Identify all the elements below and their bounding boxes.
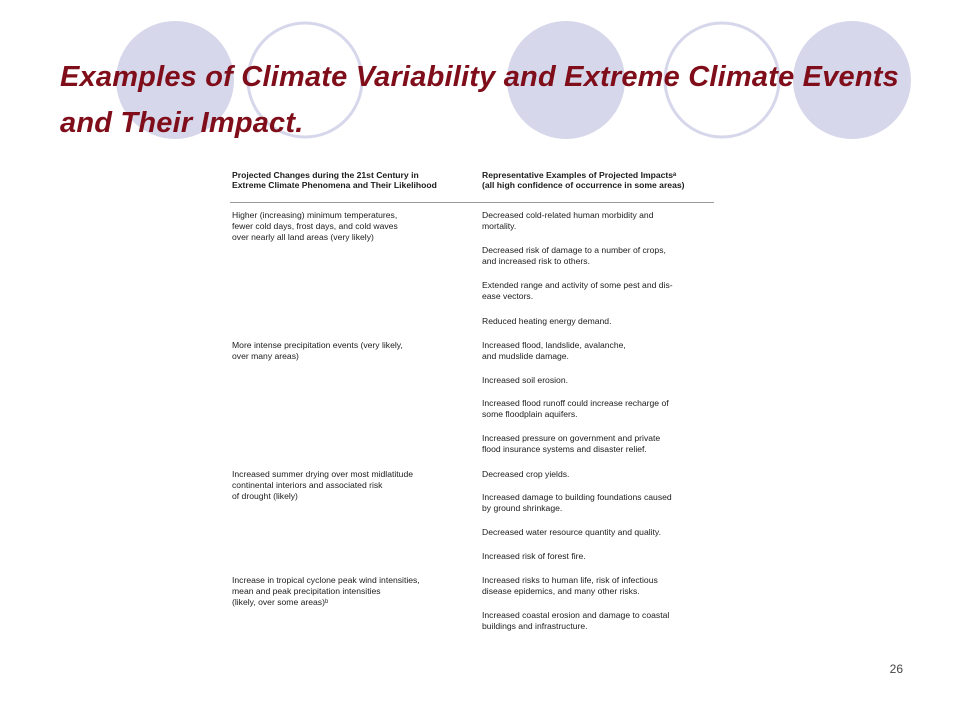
header-impacts: Representative Examples of Projected Impactsᵃ (all high confidence of occurrence in some areas) (482, 170, 685, 191)
slide-title: Examples of Climate Variability and Extreme Climate Events and Their Impact. (60, 61, 899, 139)
phenomenon-cell: Increase in tropical cyclone peak wind intensities, mean and peak precipitation intensities (likely, over some areas)ᵇ (232, 575, 420, 608)
header-divider (230, 202, 714, 203)
impact-cell: Decreased water resource quantity and quality. (482, 527, 661, 537)
impact-cell: Decreased crop yields. (482, 469, 570, 479)
impact-cell: Increased risks to human life, risk of infectious disease epidemics, and many other risks. (482, 575, 658, 597)
impact-cell: Increased pressure on government and private flood insurance systems and disaster relief. (482, 433, 661, 455)
impact-cell: Increased flood runoff could increase recharge of some floodplain aquifers. (482, 398, 669, 420)
impact-cell: Increased damage to building foundations caused by ground shrinkage. (482, 492, 672, 514)
phenomenon-cell: More intense precipitation events (very likely, over many areas) (232, 340, 403, 362)
header-phenomena: Projected Changes during the 21st Century in Extreme Climate Phenomena and Their Likelihood (232, 170, 437, 191)
impact-cell: Increased coastal erosion and damage to coastal buildings and infrastructure. (482, 610, 670, 632)
impact-cell: Decreased cold-related human morbidity and mortality. (482, 210, 654, 232)
impact-cell: Reduced heating energy demand. (482, 316, 612, 326)
impact-cell: Increased soil erosion. (482, 375, 568, 385)
impact-cell: Decreased risk of damage to a number of crops, and increased risk to others. (482, 245, 666, 267)
impact-cell: Extended range and activity of some pest and dis- ease vectors. (482, 280, 673, 302)
impact-cell: Increased risk of forest fire. (482, 551, 586, 561)
phenomenon-cell: Higher (increasing) minimum temperatures, fewer cold days, frost days, and cold waves over nearly all land areas (very likely) (232, 210, 398, 243)
page-number: 26 (889, 662, 903, 676)
phenomenon-cell: Increased summer drying over most midlatitude continental interiors and associated risk of drought (likely) (232, 469, 414, 502)
climate-impacts-table (225, 166, 715, 640)
impact-cell: Increased flood, landslide, avalanche, and mudslide damage. (482, 340, 626, 362)
